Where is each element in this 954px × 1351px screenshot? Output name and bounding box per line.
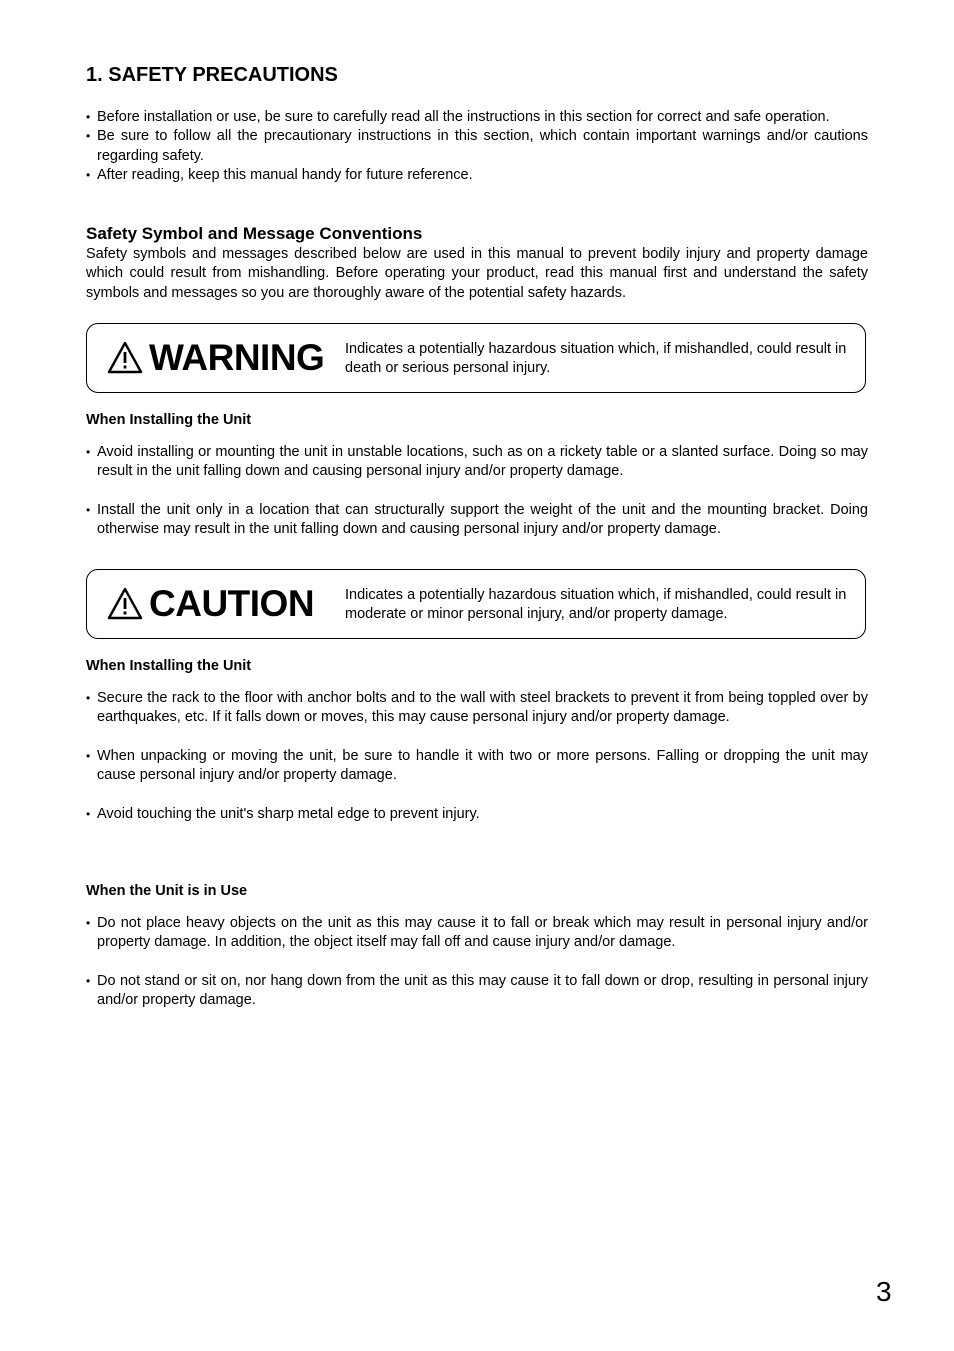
conventions-title: Safety Symbol and Message Conventions: [86, 224, 423, 243]
caution-use-list: [86, 914, 868, 1030]
warning-install-list: [86, 443, 868, 559]
page-heading: 1. SAFETY PRECAUTIONS: [86, 64, 338, 86]
caution-box: [86, 569, 866, 639]
list-item: • Avoid installing or mounting the unit in unstable locations, such as on a rickety table or a slanted surface. Doing so may result in the unit falling down and causing personal injury and/or property damage.: [86, 443, 868, 482]
warning-box: [86, 323, 866, 393]
list-item: • Avoid touching the unit's sharp metal edge to prevent injury.: [86, 805, 868, 824]
caution-signal-word: [107, 581, 314, 627]
list-item: • Secure the rack to the floor with anchor bolts and to the wall with steel brackets to prevent it from being toppled over by earthquakes, etc. If it falls down or moves, this may cause personal injury and/or property damage.: [86, 689, 868, 728]
warning-triangle-icon: [107, 587, 143, 621]
list-item: • Be sure to follow all the precautionary instructions in this section, which contain important warnings and/or cautions regarding safety.: [86, 127, 868, 166]
caution-use-title: When the Unit is in Use: [86, 883, 248, 899]
warning-label: WARNING: [149, 337, 325, 378]
warning-description: Indicates a potentially hazardous situation which, if mishandled, could result in death or serious personal injury.: [345, 341, 847, 377]
warning-section-title: When Installing the Unit: [86, 412, 252, 428]
caution-install-list: [86, 689, 868, 843]
caution-label: CAUTION: [149, 583, 315, 624]
list-item: • Before installation or use, be sure to carefully read all the instructions in this section for correct and safe operation.: [86, 108, 868, 127]
page-number: 3: [876, 1276, 892, 1307]
caution-description: Indicates a potentially hazardous situation which, if mishandled, could result in moderate or minor personal injury, and/or property damage.: [345, 587, 847, 623]
list-item: • After reading, keep this manual handy for future reference.: [86, 166, 868, 185]
warning-signal-word: [107, 335, 324, 381]
intro-list: [86, 108, 868, 185]
list-item: • Do not place heavy objects on the unit as this may cause it to fall or break which may result in personal injury and/or property damage. In addition, the object itself may fall off and cause injury and/or damage.: [86, 914, 868, 953]
warning-triangle-icon: [107, 341, 143, 375]
list-item: • Do not stand or sit on, nor hang down from the unit as this may cause it to fall down or drop, resulting in personal injury and/or property damage.: [86, 972, 868, 1011]
list-item: • When unpacking or moving the unit, be sure to handle it with two or more persons. Falling or dropping the unit may cause personal injury and/or property damage.: [86, 747, 868, 786]
conventions-text: Safety symbols and messages described below are used in this manual to prevent bodily injury and property damage which could result from mishandling. Before operating your product, read this manual first and understand the safety symbols and messages so you are thoroughly aware of the potential safety hazards.: [86, 246, 868, 301]
list-item: • Install the unit only in a location that can structurally support the weight of the unit and the mounting bracket. Doing otherwise may result in the unit falling down and causing personal injury and/or property damage.: [86, 501, 868, 540]
caution-install-title: When Installing the Unit: [86, 658, 252, 674]
